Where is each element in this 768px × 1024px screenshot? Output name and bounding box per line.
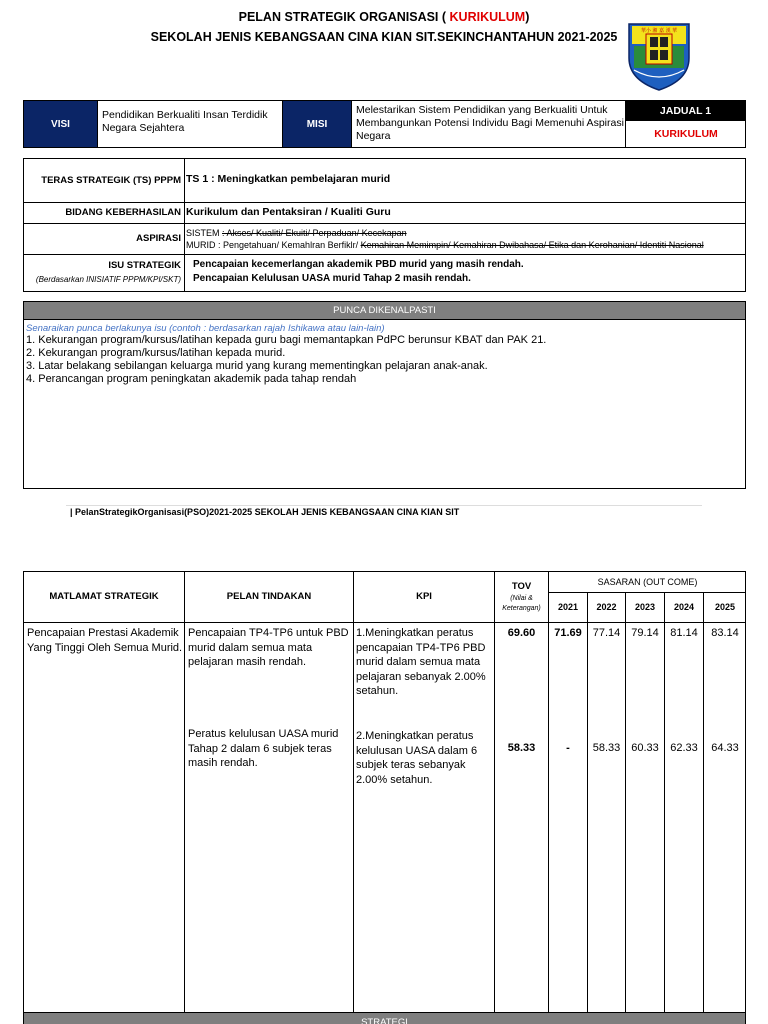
logo-lettering: 華小 湘 嘉 漢 華 xyxy=(640,28,678,34)
punca-heading: PUNCA DIKENALPASTI xyxy=(24,302,745,320)
header-tov-sub: (Nilai & Keterangan) xyxy=(502,595,541,612)
aspirasi-label: ASPIRASI xyxy=(136,233,181,244)
kpi-row-1: 1.Meningkatkan peratus pencapaian TP4-TP6 PBD murid dalam semua mata pelajaran sebanyak 2.00% setahun. xyxy=(356,627,486,697)
misi-text: Melestarikan Sistem Pendidikan yang Berkualiti Untuk Membangunkan Potensi Individu Bagi Memenuhi Aspirasi Negara xyxy=(356,104,624,142)
page-footer: | PelanStrategikOrganisasi(PSO)2021-2025 SEKOLAH JENIS KEBANGSAAN CINA KIAN SIT xyxy=(70,507,460,517)
bidang-keberhasilan-label: BIDANG KEBERHASILAN xyxy=(65,207,181,218)
tov-row-2: 58.33 xyxy=(507,742,536,754)
isu-item-1: Pencapaian kecemerlangan akademik PBD murid yang masih rendah. xyxy=(193,259,524,270)
list-item: 4. Perancangan program peningkatan akademik pada tahap rendah xyxy=(26,373,357,385)
header-tov: TOV xyxy=(511,581,532,592)
page-subtitle: SEKOLAH JENIS KEBANGSAAN CINA KIAN SIT.SEKINCHANTAHUN 2021-2025 xyxy=(150,30,618,44)
target-row-1-2021: 71.69 xyxy=(554,627,582,639)
jadual-label: JADUAL 1 xyxy=(625,101,746,121)
punca-dikenalpasti-box xyxy=(23,301,746,489)
isu-strategik-sub: (Berdasarkan INISIATIF PPPM/KPI/SKT) xyxy=(35,275,181,284)
target-row-1-2023: 79.14 xyxy=(631,627,659,639)
bidang-keberhasilan-value: Kurikulum dan Pentaksiran / Kualiti Guru xyxy=(186,206,391,218)
header-year-2023: 2023 xyxy=(634,602,656,612)
matlamat-text: Pencapaian Prestasi Akademik Yang Tinggi Oleh Semua Murid. xyxy=(27,627,183,654)
header-kpi: KPI xyxy=(416,591,432,602)
footer-divider xyxy=(66,505,702,506)
strategi-heading: STRATEGI xyxy=(23,1012,746,1024)
murid-prefix: MURID : Pengetahuan/ Kemahlran Berfiklr/ xyxy=(186,240,361,250)
aspirasi-sistem xyxy=(186,227,704,239)
aspirasi-murid xyxy=(186,239,704,251)
bidang-label: KURIKULUM xyxy=(625,121,746,147)
title-prefix: PELAN STRATEGIK ORGANISASI ( xyxy=(238,10,450,24)
header-year-2024: 2024 xyxy=(673,602,695,612)
visi-label: VISI xyxy=(24,101,97,147)
target-row-2-2025: 64.33 xyxy=(711,742,739,754)
target-row-1-2024: 81.14 xyxy=(670,627,698,639)
target-row-2-2023: 60.33 xyxy=(631,742,659,754)
isu-strategik-label: ISU STRATEGIK xyxy=(108,260,181,271)
punca-hint: Senaraikan punca berlakunya isu (contoh : berdasarkan rajah Ishikawa atau lain-lain) xyxy=(26,323,385,334)
visi-text: Pendidikan Berkualiti Insan Terdidik Negara Sejahtera xyxy=(102,109,268,134)
list-item: 2. Kekurangan program/kursus/latihan kepada murid. xyxy=(26,347,286,359)
pelan-row-1: Pencapaian TP4-TP6 untuk PBD murid dalam semua mata pelajaran masih rendah. xyxy=(188,627,349,668)
teras-strategik-table xyxy=(23,158,746,292)
target-row-1-2022: 77.14 xyxy=(592,627,621,639)
school-crest-logo xyxy=(626,18,692,92)
header-year-2021: 2021 xyxy=(557,602,579,612)
target-row-1-2025: 83.14 xyxy=(711,627,739,639)
ts-value: TS 1 : Meningkatkan pembelajaran murid xyxy=(186,173,391,185)
list-item: 1. Kekurangan program/kursus/latihan kepada guru bagi memantapkan PdPC berunsur KBAT dan PAK 21. xyxy=(26,334,547,346)
plan-table xyxy=(23,571,746,1015)
header-year-2025: 2025 xyxy=(714,602,736,612)
kpi-row-2: 2.Meningkatkan peratus kelulusan UASA dalam 6 subjek teras sebanyak 2.00% setahun. xyxy=(356,730,478,786)
pelan-row-2: Peratus kelulusan UASA murid Tahap 2 dalam 6 subjek teras masih rendah. xyxy=(188,728,339,769)
header-matlamat: MATLAMAT STRATEGIK xyxy=(49,591,159,602)
title-suffix: ) xyxy=(525,10,530,24)
isu-item-2: Pencapaian Kelulusan UASA murid Tahap 2 masih rendah. xyxy=(193,273,471,284)
list-item: 3. Latar belakang sebilangan keluarga murid yang kurang mementingkan pelajaran anak-anak. xyxy=(26,360,488,372)
visi-misi-bar xyxy=(23,100,746,148)
header-sasaran: SASARAN (OUT COME) xyxy=(597,577,698,587)
sistem-prefix: SISTEM xyxy=(186,228,223,238)
target-row-2-2022: 58.33 xyxy=(592,742,621,754)
misi-label: MISI xyxy=(283,101,351,147)
punca-list xyxy=(24,334,745,386)
ts-label: TERAS STRATEGIK (TS) PPPM xyxy=(41,175,181,186)
murid-struck: Kemahiran Memimpin/ Kemahiran Dwibahasa/ Etika dan Kerohanian/ Identiti Nasional xyxy=(360,240,704,250)
header-pelan: PELAN TINDAKAN xyxy=(226,591,312,602)
tov-row-1: 69.60 xyxy=(507,627,536,639)
target-row-2-2024: 62.33 xyxy=(670,742,698,754)
title-highlight: KURIKULUM xyxy=(449,10,526,24)
target-row-2-2021: - xyxy=(566,742,570,754)
header-year-2022: 2022 xyxy=(596,602,617,612)
sistem-struck: : Akses/ Kualiti/ Ekuiti/ Perpaduan/ Kecekapan xyxy=(222,228,407,238)
